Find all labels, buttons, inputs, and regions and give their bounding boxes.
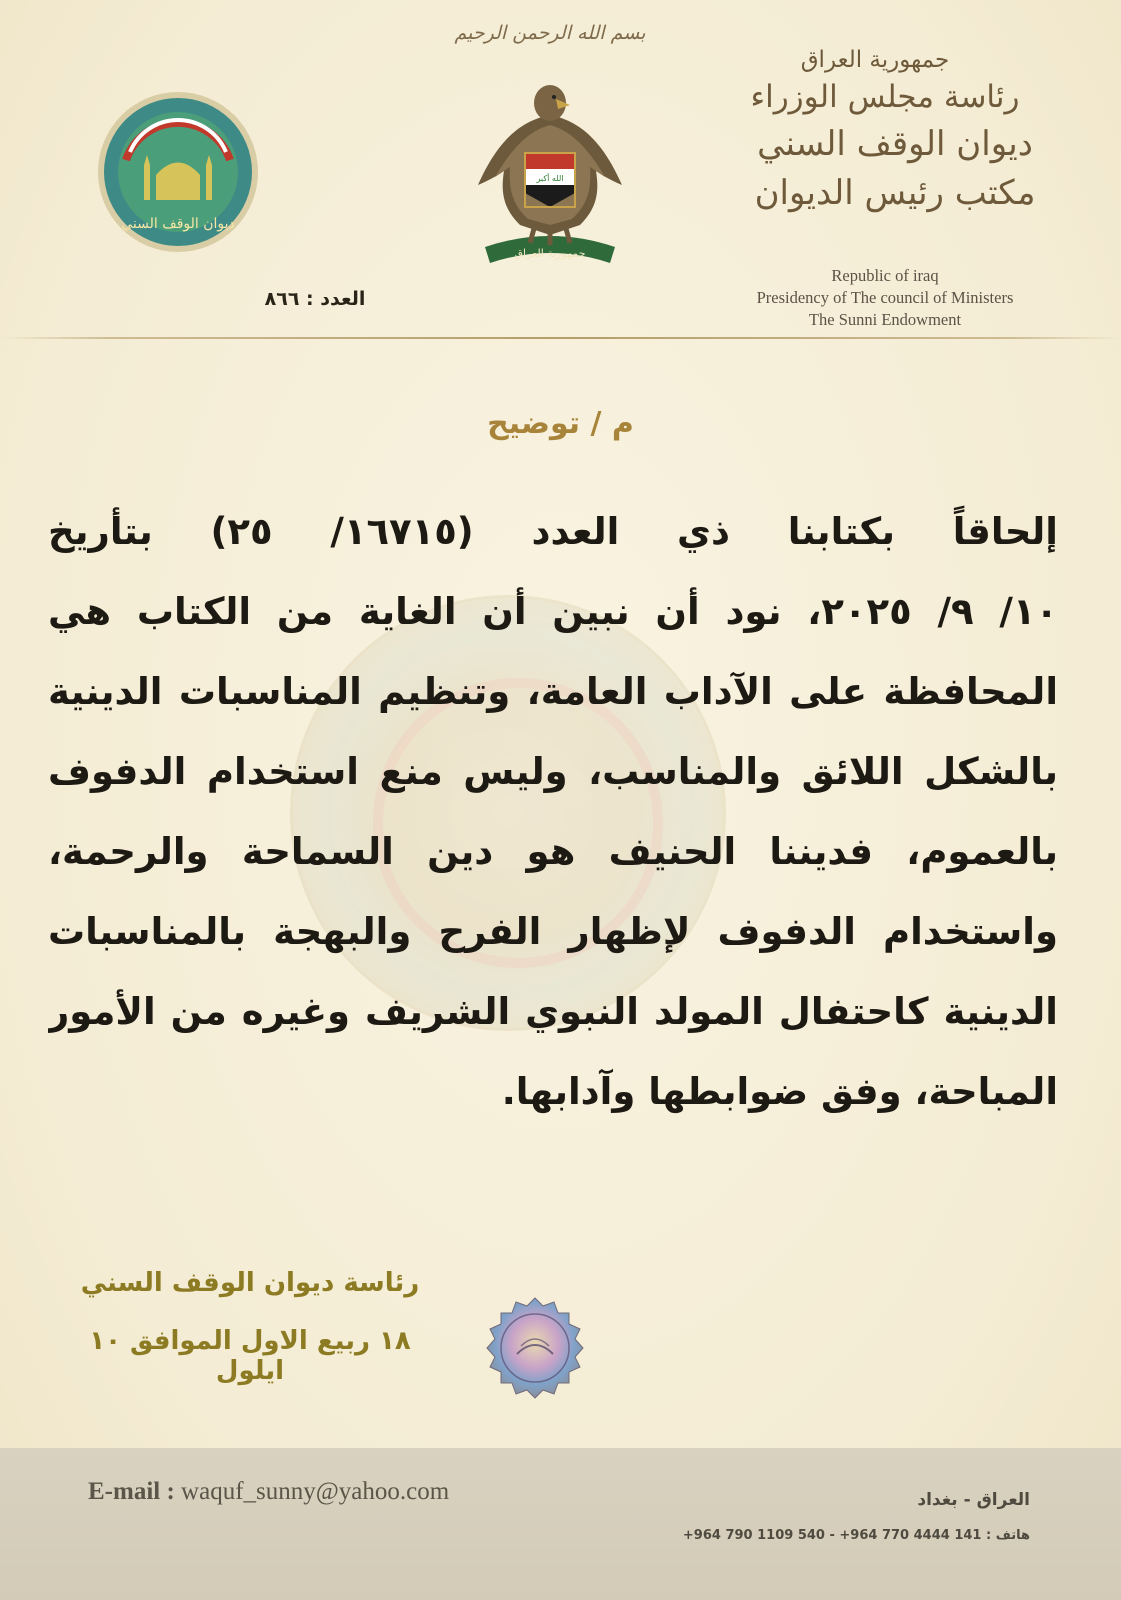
body-line: بالعموم، فديننا الحنيف هو دين السماحة والرحمة، [48, 830, 1058, 873]
header-divider [0, 337, 1121, 339]
body-line: واستخدام الدفوف لإظهار الفرح والبهجة بالمناسبات [48, 910, 1058, 953]
hologram-stamp-icon [483, 1296, 588, 1401]
subject-line: م / توضيح [487, 406, 634, 441]
footer-email [88, 1478, 548, 1506]
phone-numbers: +964 790 1109 540 - +964 770 4444 141 [682, 1528, 982, 1543]
signature-date: ١٨ ربيع الاول الموافق ١٠ ايلول [89, 1326, 411, 1386]
body-line: بالشكل اللائق والمناسب، وليس منع استخدام الدفوف [48, 750, 1058, 793]
footer-band [0, 1448, 1121, 1600]
phone-label: هاتف : [986, 1528, 1030, 1543]
gov-line-office: مكتب رئيس الديوان [754, 173, 1036, 213]
english-government-header [720, 265, 1050, 331]
arabic-government-header [745, 45, 1045, 255]
eng-line-presidency: Presidency of The council of Ministers [756, 288, 1014, 307]
footer-phone [600, 1528, 1030, 1543]
gov-line-presidency: رئاسة مجلس الوزراء [750, 79, 1020, 115]
gov-line-republic: جمهورية العراق [800, 47, 950, 73]
seal-label: ديوان الوقف السني [121, 216, 235, 232]
body-line: الدينية كاحتفال المولد النبوي الشريف وغيره من الأمور [48, 990, 1058, 1033]
email-address: waquf_sunny@yahoo.com [181, 1478, 450, 1505]
email-label: E-mail : [88, 1478, 175, 1505]
body-line: ١٠/ ٩/ ٢٠٢٥، نود أن نبين أن الغاية من الكتاب هي [48, 590, 1058, 633]
basmala: بسم الله الرحمن الرحيم [454, 22, 646, 44]
sunni-endowment-seal-icon [96, 90, 261, 255]
body-line: المحافظة على الآداب العامة، وتنظيم المناسبات الدينية [48, 670, 1058, 713]
body-line: إلحاقاً بكتابنا ذي العدد (١٦٧١٥/ ٢٥) بتأريخ [48, 510, 1058, 553]
gov-line-endowment: ديوان الوقف السني [757, 124, 1033, 164]
svg-text:الله أكبر: الله أكبر [536, 174, 564, 183]
iraq-eagle-emblem-icon [470, 75, 630, 270]
signature-office: رئاسة ديوان الوقف السني [80, 1268, 420, 1298]
reference-number: العدد : ٨٦٦ [264, 288, 366, 310]
eng-line-endowment: The Sunni Endowment [808, 310, 962, 329]
eng-line-republic: Republic of iraq [831, 266, 939, 285]
emblem-banner-text: جمهورية العراق [514, 247, 586, 260]
letter-body [48, 492, 1058, 1132]
body-line: المباحة، وفق ضوابطها وآدابها. [501, 1070, 1058, 1113]
footer-city: العراق - بغداد [917, 1490, 1030, 1510]
